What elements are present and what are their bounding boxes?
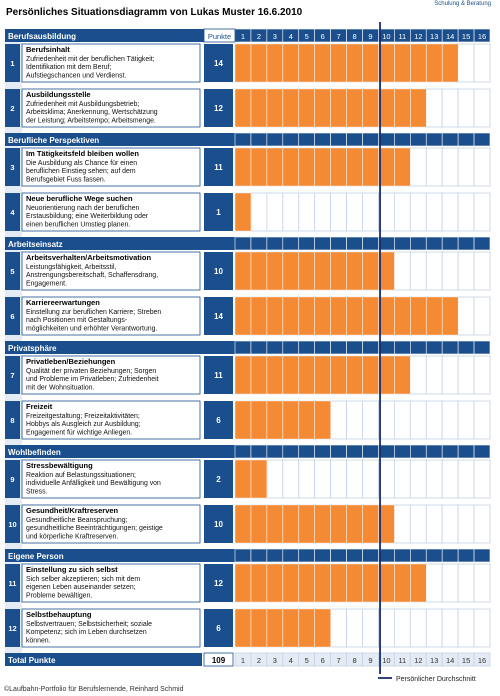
scale-header-cell — [363, 341, 379, 354]
item-description-line: Sich selber akzeptieren; sich mit dem — [26, 576, 141, 583]
item-description-line: Einstellung zur beruflichen Karriere; Streben — [26, 309, 162, 316]
grid-cell — [426, 564, 442, 602]
grid-cell — [331, 401, 347, 439]
grid-cell — [251, 193, 267, 231]
scale-header-label: 1 — [240, 32, 246, 41]
item-title: Gesundheit/Kraftreserven — [26, 506, 119, 515]
scale-header-cell — [363, 549, 379, 562]
section-title: Eigene Person — [8, 552, 64, 561]
scale-header-cell — [283, 445, 299, 458]
scale-header-cell — [315, 341, 331, 354]
scale-header-cell — [235, 549, 251, 562]
grid-cell — [442, 564, 458, 602]
scale-header-cell — [347, 341, 363, 354]
scale-header-cell — [442, 341, 458, 354]
item-description-line: können. — [26, 637, 51, 645]
points-value: 14 — [214, 59, 223, 68]
scale-header-label: 13 — [430, 32, 439, 41]
grid-cell — [347, 460, 363, 498]
item-title: Privatleben/Beziehungen — [26, 357, 116, 366]
grid-cell — [442, 193, 458, 231]
scale-header-cell — [442, 133, 458, 146]
scale-header-cell — [267, 445, 283, 458]
grid-cell — [283, 193, 299, 231]
grid-cell — [442, 356, 458, 394]
grid-cell — [347, 193, 363, 231]
scale-header-cell — [363, 445, 379, 458]
item-description-line: nach Positionen mit Gestaltungs- — [26, 317, 128, 325]
scale-header-cell — [283, 341, 299, 354]
row-number: 1 — [10, 59, 15, 68]
scale-header-cell — [267, 133, 283, 146]
grid-cell — [410, 401, 426, 439]
scale-header-label: 2 — [256, 32, 261, 41]
grid-cell — [442, 89, 458, 127]
scale-header-cell — [474, 445, 490, 458]
grid-cell — [394, 460, 410, 498]
grid-cell — [458, 460, 474, 498]
total-scale-label: 12 — [414, 656, 423, 665]
scale-header-cell — [442, 445, 458, 458]
grid-cell — [474, 193, 490, 231]
grid-cell — [458, 297, 474, 335]
bar-item-3 — [235, 148, 410, 186]
item-description-line: möglichkeiten und erhöhter Verantwortung. — [26, 325, 158, 333]
grid-cell — [474, 460, 490, 498]
scale-header-cell — [299, 237, 315, 250]
item-title: Stressbewältigung — [26, 461, 93, 470]
grid-cell — [267, 460, 283, 498]
grid-cell — [363, 609, 379, 647]
bar-item-7 — [235, 356, 410, 394]
scale-header-cell — [363, 237, 379, 250]
scale-header-cell — [331, 237, 347, 250]
total-scale-label: 14 — [445, 656, 455, 665]
grid-cell — [410, 356, 426, 394]
bar-item-4 — [235, 193, 251, 231]
item-description-line: Identifikation mit dem Beruf; — [26, 64, 112, 72]
item-description-line: Anstrengungsbereitschaft, Schaffensdrang, — [26, 272, 159, 280]
scale-header-label: 9 — [368, 32, 373, 41]
section-title: Berufliche Perspektiven — [8, 136, 100, 145]
grid-cell — [474, 297, 490, 335]
points-value: 12 — [214, 104, 223, 113]
brand-text: Schulung & Beratung — [434, 1, 491, 7]
scale-header-cell — [458, 341, 474, 354]
total-value: 109 — [211, 656, 226, 665]
item-description-line: Zufriedenheit mit der beruflichen Tätigkeit; — [26, 56, 155, 63]
grid-cell — [299, 193, 315, 231]
scale-header-cell — [235, 237, 251, 250]
scale-header-label: 14 — [445, 32, 455, 41]
scale-header-cell — [474, 549, 490, 562]
points-value: 10 — [214, 267, 223, 276]
grid-cell — [458, 609, 474, 647]
grid-cell — [426, 89, 442, 127]
item-title: Im Tätigkeitsfeld bleiben wollen — [26, 149, 139, 158]
scale-header-cell — [474, 341, 490, 354]
grid-cell — [474, 89, 490, 127]
scale-header-cell — [426, 341, 442, 354]
scale-header-cell — [394, 341, 410, 354]
grid-cell — [347, 609, 363, 647]
scale-header-label: 16 — [477, 32, 487, 41]
row-number: 6 — [10, 312, 15, 321]
item-description-line: Leistungsfähigkeit, Arbeitsstil, — [26, 264, 117, 271]
item-title: Arbeitsverhalten/Arbeitsmotivation — [26, 253, 152, 262]
scale-header-cell — [394, 445, 410, 458]
grid-cell — [394, 401, 410, 439]
scale-header-cell — [251, 549, 267, 562]
scale-header-cell — [283, 549, 299, 562]
grid-cell — [410, 193, 426, 231]
grid-cell — [394, 505, 410, 543]
scale-header-label: 11 — [398, 32, 407, 41]
grid-cell — [394, 193, 410, 231]
scale-header-cell — [458, 549, 474, 562]
scale-header-cell — [283, 133, 299, 146]
item-description-line: Die Ausbildung als Chance für einen — [26, 160, 138, 167]
scale-header-cell — [299, 549, 315, 562]
scale-header-cell — [347, 237, 363, 250]
grid-cell — [426, 252, 442, 290]
total-scale-label: 9 — [368, 656, 373, 665]
item-description-line: Aufstiegschancen und Verdienst. — [26, 72, 127, 80]
total-scale-label: 2 — [256, 656, 261, 665]
scale-header-cell — [347, 549, 363, 562]
row-number: 2 — [10, 104, 15, 113]
grid-cell — [426, 609, 442, 647]
item-description-line: individuelle Anfälligkeit und Bewältigung von — [26, 480, 161, 488]
scale-header-cell — [251, 341, 267, 354]
grid-cell — [442, 148, 458, 186]
total-scale-label: 13 — [430, 656, 439, 665]
scale-header-cell — [251, 237, 267, 250]
item-title: Selbstbehauptung — [26, 610, 92, 619]
scale-header-label: 7 — [336, 32, 341, 41]
scale-header-label: 15 — [461, 32, 471, 41]
row-number: 5 — [10, 267, 15, 276]
row-number: 4 — [10, 208, 15, 217]
scale-header-cell — [426, 549, 442, 562]
scale-header-label: 10 — [382, 32, 391, 41]
item-description-line: Engagement. — [26, 280, 67, 288]
item-description-line: und körperliche Kraftreserven. — [26, 533, 119, 541]
item-description-line: Stress. — [26, 488, 48, 496]
grid-cell — [458, 252, 474, 290]
grid-cell — [426, 193, 442, 231]
grid-cell — [299, 460, 315, 498]
grid-cell — [363, 460, 379, 498]
grid-cell — [315, 193, 331, 231]
scale-header-cell — [251, 133, 267, 146]
scale-header-cell — [235, 445, 251, 458]
grid-cell — [426, 505, 442, 543]
scale-header-cell — [251, 445, 267, 458]
total-label: Total Punkte — [8, 656, 56, 665]
scale-header-cell — [442, 237, 458, 250]
points-value: 6 — [216, 416, 221, 425]
item-description-line: Erstausbildung; eine Weiterbildung oder — [26, 213, 149, 221]
item-title: Berufsinhalt — [26, 45, 70, 54]
grid-cell — [474, 609, 490, 647]
total-scale-label: 4 — [288, 656, 293, 665]
grid-cell — [363, 193, 379, 231]
item-description-line: Berufsgebiet Fuss fassen. — [26, 176, 106, 184]
scale-header-label: 8 — [352, 32, 357, 41]
scale-header-cell — [299, 445, 315, 458]
row-number: 11 — [8, 579, 17, 588]
item-title: Neue berufliche Wege suchen — [26, 194, 133, 203]
points-value: 12 — [214, 579, 223, 588]
scale-header-cell — [267, 237, 283, 250]
scale-header-label: 6 — [320, 32, 325, 41]
scale-header-cell — [235, 133, 251, 146]
scale-header-label: 12 — [414, 32, 423, 41]
item-description-line: und Probleme im Privatleben; Zufriedenheit — [26, 376, 159, 384]
scale-header-label: 3 — [272, 32, 277, 41]
scale-header-cell — [474, 133, 490, 146]
grid-cell — [410, 252, 426, 290]
scale-header-cell — [410, 341, 426, 354]
item-description-line: einen beruflichen Umstieg planen. — [26, 221, 131, 229]
grid-cell — [458, 89, 474, 127]
grid-cell — [442, 609, 458, 647]
grid-cell — [458, 356, 474, 394]
scale-header-cell — [474, 237, 490, 250]
total-scale-label: 10 — [382, 656, 391, 665]
grid-cell — [426, 148, 442, 186]
item-description-line: beruflichen Einstieg sehen; auf dem — [26, 168, 136, 176]
grid-cell — [458, 505, 474, 543]
grid-cell — [458, 193, 474, 231]
grid-cell — [426, 460, 442, 498]
grid-cell — [426, 356, 442, 394]
item-title: Freizeit — [26, 402, 53, 411]
scale-header-cell — [267, 341, 283, 354]
grid-cell — [474, 564, 490, 602]
scale-header-cell — [410, 237, 426, 250]
scale-header-label: 5 — [304, 32, 309, 41]
grid-cell — [442, 252, 458, 290]
scale-header-cell — [410, 445, 426, 458]
grid-cell — [474, 148, 490, 186]
scale-header-cell — [347, 445, 363, 458]
grid-cell — [410, 148, 426, 186]
scale-header-cell — [283, 237, 299, 250]
scale-header-cell — [442, 549, 458, 562]
points-value: 1 — [216, 208, 221, 217]
points-value: 6 — [216, 624, 221, 633]
section-title: Arbeitseinsatz — [8, 240, 63, 249]
total-scale-label: 5 — [304, 656, 309, 665]
points-value: 11 — [214, 163, 223, 172]
scale-header-label: 4 — [288, 32, 293, 41]
scale-header-cell — [331, 445, 347, 458]
grid-cell — [474, 401, 490, 439]
scale-header-cell — [394, 237, 410, 250]
item-description-line: Gesundheitliche Beanspruchung; — [26, 517, 128, 524]
total-scale-label: 11 — [398, 656, 407, 665]
scale-header-cell — [347, 133, 363, 146]
section-title: Wohlbefinden — [8, 448, 61, 457]
scale-header-cell — [267, 549, 283, 562]
grid-cell — [347, 401, 363, 439]
item-description-line: Hobbys als Ausgleich zur Ausbildung; — [26, 421, 141, 429]
grid-cell — [458, 148, 474, 186]
grid-cell — [331, 193, 347, 231]
grid-cell — [442, 401, 458, 439]
points-value: 2 — [216, 475, 221, 484]
scale-header-cell — [458, 445, 474, 458]
grid-cell — [394, 252, 410, 290]
row-number: 10 — [8, 520, 17, 529]
total-scale-label: 3 — [272, 656, 277, 665]
item-title: Karriereerwartungen — [26, 298, 100, 307]
grid-cell — [458, 401, 474, 439]
scale-header-cell — [458, 133, 474, 146]
legend-label: Persönlicher Durchschnitt — [396, 676, 476, 683]
points-header: Punkte — [207, 32, 232, 41]
item-title: Ausbildungsstelle — [26, 90, 91, 99]
scale-header-cell — [315, 549, 331, 562]
grid-cell — [442, 505, 458, 543]
row-number: 3 — [10, 163, 15, 172]
grid-cell — [283, 460, 299, 498]
scale-header-cell — [235, 341, 251, 354]
total-scale-label: 15 — [461, 656, 471, 665]
scale-header-cell — [315, 133, 331, 146]
total-scale-label: 7 — [336, 656, 341, 665]
grid-cell — [474, 505, 490, 543]
item-description-line: Kompetenz; sich im Leben durchsetzen — [26, 629, 147, 637]
grid-cell — [331, 609, 347, 647]
item-description-line: eigenen Leben auseinander setzen; — [26, 584, 136, 592]
item-description-line: mit der Wohnsituation. — [26, 384, 95, 392]
scale-header-cell — [331, 341, 347, 354]
scale-header-cell — [299, 341, 315, 354]
grid-cell — [267, 193, 283, 231]
scale-header-cell — [426, 445, 442, 458]
item-description-line: Zufriedenheit mit Ausbildungsbetrieb; — [26, 101, 140, 108]
points-value: 10 — [214, 520, 223, 529]
scale-header-cell — [299, 133, 315, 146]
grid-cell — [426, 401, 442, 439]
section-title: Berufsausbildung — [8, 32, 77, 41]
grid-cell — [363, 401, 379, 439]
item-description-line: der Leistung; Arbeitstempo; Arbeitsmenge. — [26, 117, 156, 125]
points-value: 14 — [214, 312, 223, 321]
item-description-line: Probleme bewältigen. — [26, 592, 93, 600]
scale-header-cell — [410, 549, 426, 562]
row-number: 9 — [10, 475, 15, 484]
grid-cell — [458, 44, 474, 82]
scale-header-cell — [315, 237, 331, 250]
grid-cell — [394, 609, 410, 647]
item-description-line: Freizeitgestaltung; Freizeitaktivitäten; — [26, 413, 140, 420]
grid-cell — [474, 44, 490, 82]
row-number: 8 — [10, 416, 15, 425]
scale-header-cell — [410, 133, 426, 146]
item-description-line: Reaktion auf Belastungssituationen; — [26, 472, 136, 479]
item-description-line: Selbstvertrauen; Selbstsicherheit; soziale — [26, 621, 153, 628]
section-title: Privatsphäre — [8, 344, 57, 353]
item-description-line: Arbeitsklima; Anerkennung, Wertschätzung — [26, 109, 158, 117]
item-description-line: gesundheitliche Beeinträchtigungen; geistige — [26, 525, 163, 533]
grid-cell — [442, 460, 458, 498]
scale-header-cell — [394, 133, 410, 146]
grid-cell — [458, 564, 474, 602]
grid-cell — [410, 609, 426, 647]
scale-header-cell — [315, 445, 331, 458]
grid-cell — [410, 460, 426, 498]
footer-copyright: ©Laufbahn-Portfolio für Berufslernende, Reinhard Schmid — [4, 686, 184, 693]
scale-header-cell — [331, 133, 347, 146]
total-scale-label: 8 — [352, 656, 357, 665]
item-description-line: Neuorientierung nach der beruflichen — [26, 205, 140, 212]
grid-cell — [474, 356, 490, 394]
total-scale-label: 16 — [477, 656, 487, 665]
points-value: 11 — [214, 371, 223, 380]
grid-cell — [331, 460, 347, 498]
total-scale-label: 1 — [240, 656, 246, 665]
scale-header-cell — [394, 549, 410, 562]
scale-header-cell — [331, 549, 347, 562]
scale-header-cell — [426, 133, 442, 146]
item-title: Einstellung zu sich selbst — [26, 565, 118, 574]
grid-cell — [474, 252, 490, 290]
scale-header-cell — [426, 237, 442, 250]
item-description-line: Qualität der privaten Beziehungen; Sorgen — [26, 368, 157, 375]
item-description-line: Engagement für wichtige Anliegen. — [26, 429, 133, 437]
grid-cell — [410, 505, 426, 543]
row-number: 7 — [10, 371, 15, 380]
scale-header-cell — [458, 237, 474, 250]
page-title: Persönliches Situationsdiagramm von Lukas Muster 16.6.2010 — [6, 7, 303, 18]
row-number: 12 — [8, 624, 17, 633]
total-scale-label: 6 — [320, 656, 325, 665]
scale-header-cell — [363, 133, 379, 146]
grid-cell — [315, 460, 331, 498]
